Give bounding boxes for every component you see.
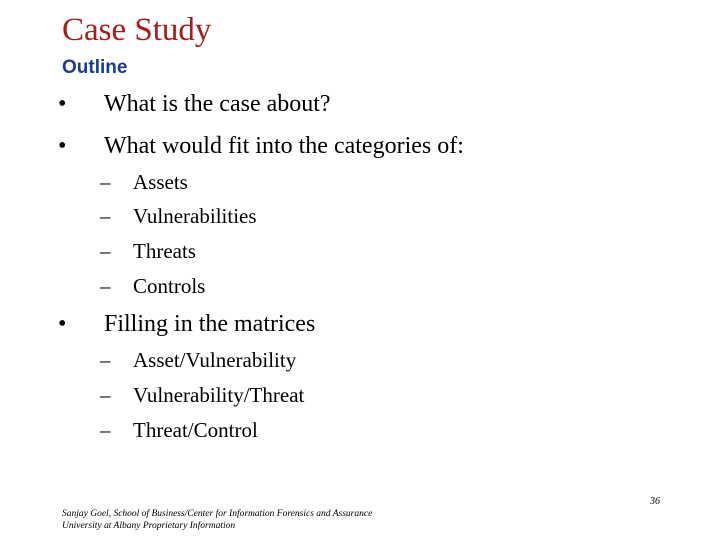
page-number: 36 (650, 496, 660, 507)
bullet-text: What would fit into the categories of: (104, 133, 464, 159)
dash-icon: – (100, 418, 111, 442)
bullet-text: What is the case about? (104, 91, 331, 117)
sub-item-text: Controls (133, 274, 206, 298)
bullet-icon: • (58, 91, 67, 117)
dash-icon: – (100, 239, 111, 263)
dash-icon: – (100, 170, 111, 194)
dash-icon: – (100, 274, 111, 298)
sub-item-text: Assets (133, 170, 188, 194)
footer-line-1: Sanjay Goel, School of Business/Center for Information Forensics and Assurance (62, 509, 373, 519)
sub-item-text: Vulnerability/Threat (133, 383, 305, 407)
sub-item-text: Vulnerabilities (133, 204, 257, 228)
bullet-icon: • (58, 311, 67, 337)
footer-line-2: University at Albany Proprietary Information (62, 521, 236, 531)
bullet-icon: • (58, 133, 67, 159)
dash-icon: – (100, 348, 111, 372)
slide-title: Case Study (62, 12, 212, 48)
dash-icon: – (100, 204, 111, 228)
sub-item-text: Threats (133, 239, 196, 263)
footer (62, 508, 372, 532)
sub-item-text: Threat/Control (133, 418, 258, 442)
slide-subtitle: Outline (62, 57, 128, 78)
sub-item-text: Asset/Vulnerability (133, 348, 297, 372)
dash-icon: – (100, 383, 111, 407)
bullet-text: Filling in the matrices (104, 311, 316, 337)
